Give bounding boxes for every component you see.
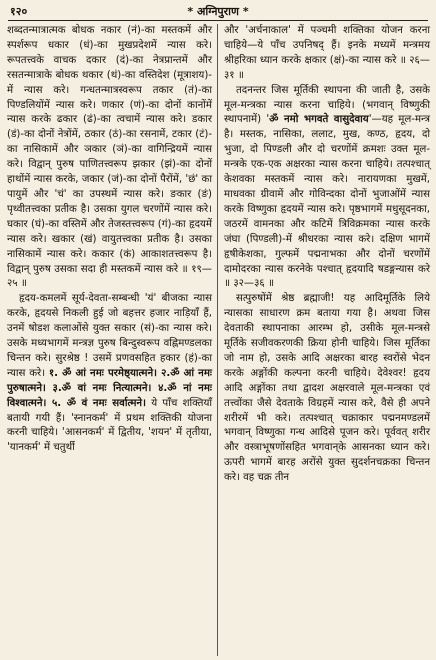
page-header	[8, 3, 428, 21]
right-column	[224, 24, 430, 486]
right-paragraph-2	[224, 84, 430, 293]
right-paragraph-1: और 'अर्चनाकाल' में पञ्चमी शक्तिका योजन करना चाहिये—ये पाँच उपनिषद् हैं। इनके मध्यमें मन्त्रमय श्रीहरिका ध्यान करके क्षकार (क्षं)-का न्यास करे ॥ २६—३१ ॥	[224, 25, 430, 81]
left-paragraph-2-text-a: हृदय-कमलमें सूर्य-देवता-सम्बन्धी 'यं' बीजका न्यास करके, हृदयसे निकली हुई जो बहत्तर हजार नाड़ियाँ हैं, उनमें षोडश कलाओंसे युक्त सकार (सं)-का न्यास करे। उसके मध्यभागमें मन्त्रज्ञ पुरुष बिन्दुस्वरूप वह्निमण्डलका चिन्तन करे। सुरश्रेष्ठ ! उसमें प्रणवसहित हकार (हं)-का न्यास करे।	[7, 293, 212, 379]
left-paragraph-2	[7, 292, 212, 456]
page-number: १२०	[10, 5, 28, 18]
left-column	[7, 24, 212, 456]
column-divider	[217, 24, 218, 656]
left-paragraph-1: शब्दतन्मात्रात्मक बोधक नकार (नं)-का मस्तकमें और स्पर्शरूप धकार (धं)-का मुखप्रदेशमें न्यास करे। रूपतत्त्वके वाचक दकार (दं)-का नेत्रप्रान्तमें और रसतन्मात्राके बोधक थकार (थं)-का वस्तिदेश (मूत्राशय)-में न्यास करे। गन्धतन्मात्रस्वरूप तकार (तं)-का पिण्डलियोंमें न्यास करे। णकार (णं)-का दोनों कानोंमें न्यास करके ढकार (ढं)-का त्वचामें न्यास करे। डकार (डं)-का दोनों नेत्रोंमें, ठकार (ठं)-का रसनामें, टकार (टं)-का नासिकामें और ञकार (ञं)-का वागिन्द्रियमें न्यास करे। विद्वान् पुरुष पाणितत्त्वरूप झकार (झं)-का दोनों हाथोंमें न्यास करके, जकार (जं)-का दोनों पैरोंमें, 'छं' का पायुमें और 'चं' का उपस्थमें न्यास करे। ङकार (ङं) पृथ्वीतत्त्वका प्रतीक है। उसका युगल चरणोंमें न्यास करे। घकार (घं)-का वस्तिमें और तेजस्तत्त्वरूप (गं)-का हृदयमें न्यास करे। खकार (खं) वायुतत्त्वका प्रतीक है। उसका नासिकामें न्यास करे। ककार (कं) आकाशतत्त्वरूप है। विद्वान् पुरुष उसका सदा ही मस्तकमें न्यास करे ॥ १९—२५ ॥	[7, 25, 212, 290]
shakti-mantras: १. ॐ आं नमः परमेष्ठ्यात्मने। २.ॐ आं नमः पुरुषात्मने। ३.ॐ वां नमः नित्यात्मने। ४.ॐ नां नमः विश्वात्मने। ५. ॐ वं नमः सर्वात्मने।	[7, 367, 212, 409]
mool-mantra: ॐ नमो भगवते वासुदेवाय	[269, 114, 369, 126]
right-paragraph-2-text-a: तदनन्तर जिस मूर्तिकी स्थापना की जाती है, उसके मूल-मन्त्रका न्यास करना चाहिये। (भगवान् विष्णुकी स्थापनामें) '	[224, 84, 430, 126]
right-paragraph-2-text-b: '—यह मूल-मन्त्र है। मस्तक, नासिका, ललाट, मुख, कण्ठ, हृदय, दो भुजा, दो पिण्डली और दो चरणोंमें क्रमशः उक्त मूल-मन्त्रके एक-एक अक्षरका न्यास करना चाहिये। तत्पश्चात् केशवका मस्तकमें न्यास करे। नारायणका मुखमें, माधवका ग्रीवामें और गोविन्दका दोनों भुजाओंमें न्यास करके विष्णुका हृदयमें न्यास करे। पृष्ठभागमें मधुसूदनका, जठरमें वामनका और कटिमें त्रिविक्रमका न्यास करके जंघा (पिण्डली)-में श्रीधरका न्यास करे। दक्षिण भागमें हृषीकेशका, गुल्फमें पद्मनाभका और दोनों चरणोंमें दामोदरका न्यास करनेके पश्चात् हृदयादि षडङ्गन्यास करे ॥ ३२—३६ ॥	[224, 114, 430, 290]
book-title: * अग्निपुराण *	[187, 5, 249, 18]
right-paragraph-3: सत्पुरुषोंमें श्रेष्ठ ब्रह्माजी! यह आदिमूर्तिके लिये न्यासका साधारण क्रम बताया गया है। अथवा जिस देवताकी स्थापनाका आरम्भ हो, उसीके मूल-मन्त्रसे मूर्तिके सजीवकरणकी क्रिया होनी चाहिये। जिस मूर्तिका जो नाम हो, उसके आदि अक्षरका बारह स्वरोंसे भेदन करके अङ्गोंकी कल्पना करनी चाहिये। देवेश्वर! हृदय आदि अङ्गोंका तथा द्वादश अक्षरवाले मूल-मन्त्रका एवं तत्त्वोंका जैसे देवताके विग्रहमें न्यास करे, वैसे ही अपने शरीरमें भी करे। तत्पश्चात् चक्राकार पद्मनमण्डलमें भगवान् विष्णुका गन्ध आदिसे पूजन करे। पूर्ववत् शरीर और वस्त्राभूषणोंसहित भगवान्‌के आसनका ध्यान करे। ऊपरी भागमें बारह अरोंसे युक्त सुदर्शनचक्रका चिन्तन करे। वह चक्र तीन	[224, 293, 430, 484]
left-paragraph-2-text-b: ये पाँच शक्तियाँ बतायी गयी हैं। 'स्नानकर्म' में प्रथम शक्तिकी योजना करनी चाहिये। 'आसनकर्म' में द्वितीय, 'शयन' में तृतीया, 'यानकर्म' में चतुर्थी	[7, 397, 212, 454]
